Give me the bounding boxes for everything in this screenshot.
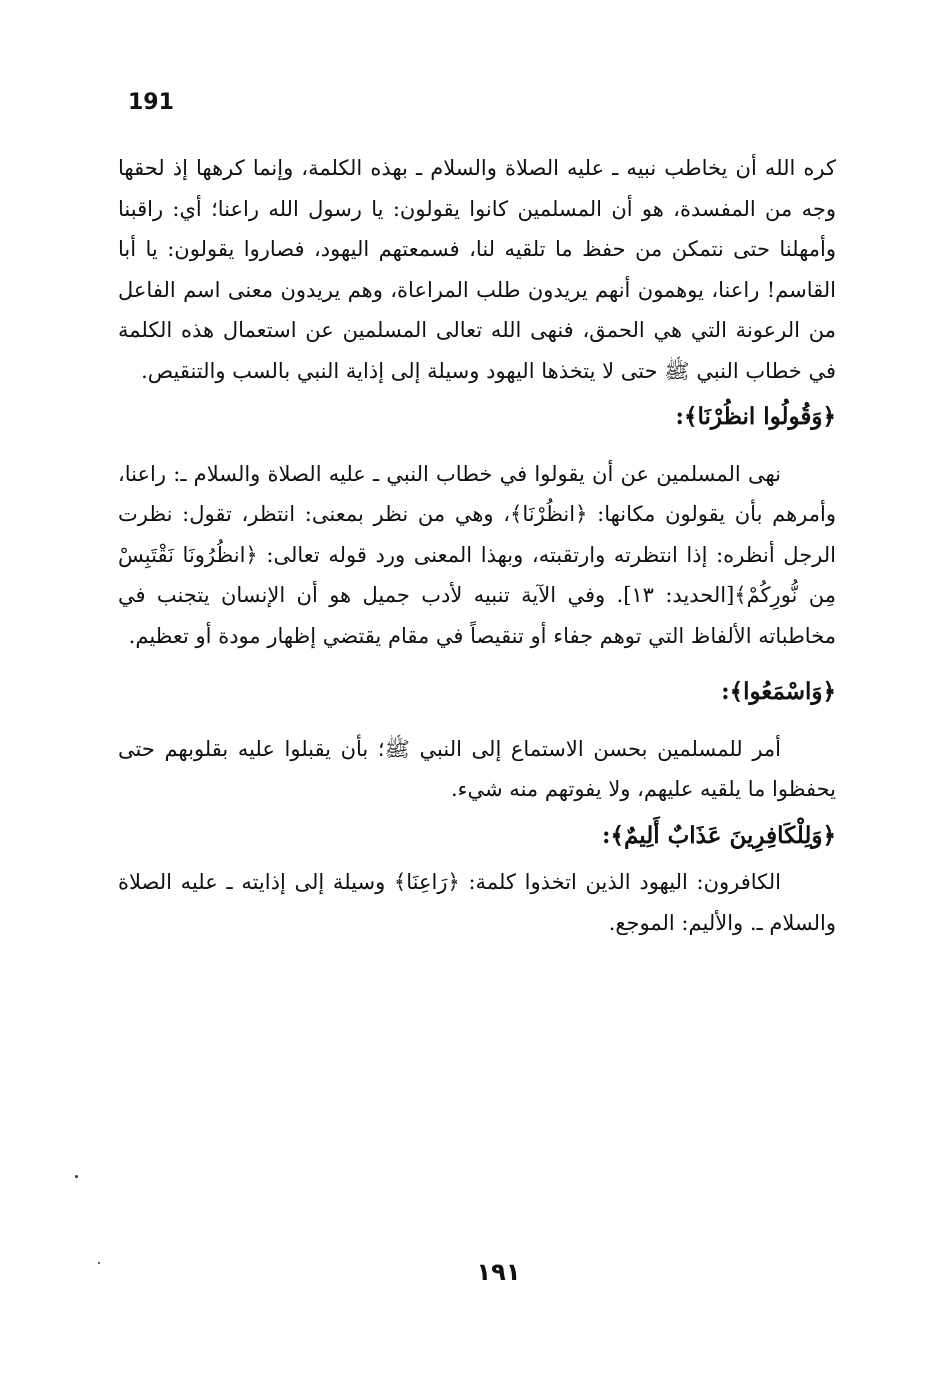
spacer — [118, 656, 836, 666]
paragraph-1: كره الله أن يخاطب نبيه ـ عليه الصلاة والسلام ـ بهذه الكلمة، وإنما كرهها إذ لحقها وجه من المفسدة، هو أن المسلمين كانوا يقولون: يا رسول الله راعنا؛ أي: راقبنا وأمهلنا حتى نتمكن من حفظ ما تلقيه لنا، فسمعتهم اليهود، فصاروا يقولون: يا أبا القاسم! راعنا، يوهمون أنهم يريدون طلب المراعاة، وهم يريدون معنى اسم الفاعل من الرعونة التي هي الحمق، فنهى الله تعالى المسلمين عن استعمال هذه الكلمة في خطاب النبي ﷺ حتى لا يتخذها اليهود وسيلة إلى إذاية النبي بالسب والتنقيص. — [118, 156, 836, 383]
paragraph-3: أمر للمسلمين بحسن الاستماع إلى النبي ﷺ؛ بأن يقبلوا عليه بقلوبهم حتى يحفظوا ما يلقيه عليهم، ولا يفوتهم منه شيء. — [118, 736, 836, 801]
scan-speck — [98, 1262, 100, 1264]
verse-heading-2-text: ﴿وَاسْمَعُوا﴾: — [721, 678, 836, 705]
verse-heading-1-text: ﴿وَقُولُوا انظُرْنَا﴾: — [675, 403, 836, 430]
verse-heading-1 — [118, 397, 836, 438]
verse-heading-3-text: ﴿وَلِلْكَافِرِينَ عَذَابٌ أَلِيمٌ﴾: — [602, 821, 836, 849]
scan-speck — [75, 1175, 78, 1178]
header-page-number: 191 — [128, 90, 174, 115]
verse-heading-3 — [118, 816, 836, 857]
paragraph-4: الكافرون: اليهود الذين اتخذوا كلمة: ﴿رَاعِنَا﴾ وسيلة إلى إذايته ـ عليه الصلاة والسلام ـ. والأليم: الموجع. — [118, 870, 836, 935]
body-text — [118, 148, 836, 943]
verse-heading-2 — [118, 672, 836, 713]
spacer — [118, 719, 836, 729]
footer-page-number: ١٩١ — [476, 1258, 521, 1286]
paragraph-2: نهى المسلمين عن أن يقولوا في خطاب النبي ـ عليه الصلاة والسلام ـ: راعنا، وأمرهم بأن يقولون مكانها: ﴿انظُرْنَا﴾، وهي من نظر بمعنى: انتظر، تقول: نظرت الرجل أنظره: إذا انتظرته وارتقبته، وبهذا المعنى ورد قوله تعالى: ﴿انظُرُونَا نَقْتَبِسْ مِن نُّورِكُمْ﴾[الحديد: ١٣]. وفي الآية تنبيه لأدب جميل هو أن الإنسان يتجنب في مخاطباته الألفاظ التي توهم جفاء أو تنقيصاً في مقام يقتضي إظهار مودة أو تعظيم. — [118, 461, 836, 648]
spacer — [118, 444, 836, 454]
